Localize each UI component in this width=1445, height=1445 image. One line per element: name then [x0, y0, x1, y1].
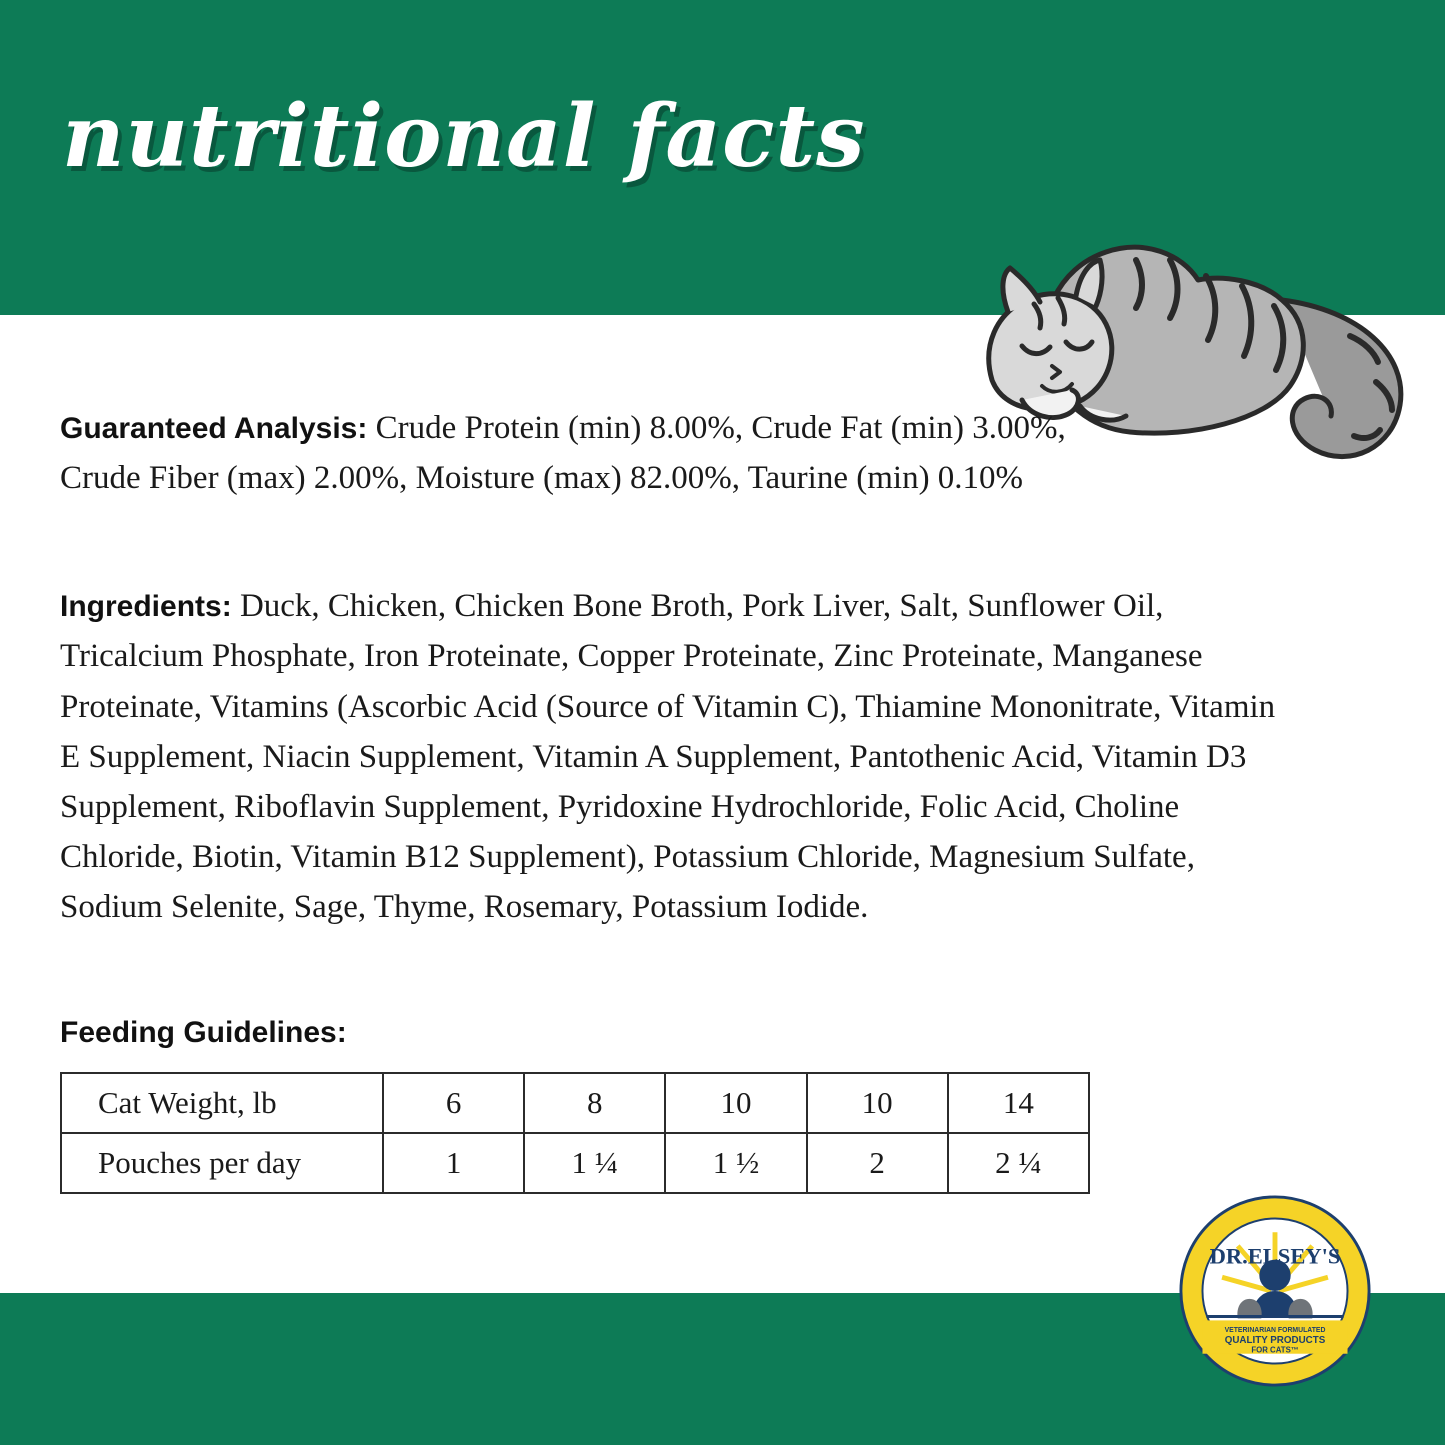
- table-row: [61, 1073, 1089, 1133]
- content-area: [0, 315, 1445, 1194]
- cell-pouches-2: 1 ¼: [524, 1133, 665, 1193]
- cell-weight-3: 10: [665, 1073, 806, 1133]
- brand-logo: [1177, 1193, 1373, 1389]
- guaranteed-analysis-text: Crude Protein (min) 8.00%, Crude Fat (min) 3.00%, Crude Fiber (max) 2.00%, Moisture (max) 82.00%, Taurine (min) 0.10%: [60, 410, 1066, 497]
- ingredients-text: Duck, Chicken, Chicken Bone Broth, Pork Liver, Salt, Sunflower Oil, Tricalcium Phosphate, Iron Proteinate, Copper Proteinate, Zinc Proteinate, Manganese Proteinate, Vitamins (Ascorbic Acid (Source of Vitamin C), Thiamine Mononitrate, Vitamin E Supplement, Niacin Supplement, Vitamin A Supplement, Pantothenic Acid, Vitamin D3 Supplement, Riboflavin Supplement, Pyridoxine Hydrochloride, Folic Acid, Choline Chloride, Biotin, Vitamin B12 Supplement), Potassium Chloride, Magnesium Sulfate, Sodium Selenite, Sage, Thyme, Rosemary, Potassium Iodide.: [60, 588, 1276, 926]
- feeding-guidelines-heading: Feeding Guidelines:: [60, 1016, 347, 1050]
- cell-pouches-4: 2: [807, 1133, 948, 1193]
- guaranteed-analysis-paragraph: [0, 403, 1200, 503]
- logo-tagline-3: FOR CATS™: [1251, 1345, 1299, 1355]
- row-header-cat-weight: Cat Weight, lb: [61, 1073, 383, 1133]
- table-row: [61, 1133, 1089, 1193]
- cell-weight-4: 10: [807, 1073, 948, 1133]
- feeding-section: [0, 1016, 1445, 1194]
- row-header-pouches-per-day: Pouches per day: [61, 1133, 383, 1193]
- cell-weight-2: 8: [524, 1073, 665, 1133]
- ingredients-label: Ingredients:: [60, 590, 232, 624]
- cell-pouches-5: 2 ¼: [948, 1133, 1089, 1193]
- cell-pouches-3: 1 ½: [665, 1133, 806, 1193]
- guaranteed-analysis-label: Guaranteed Analysis:: [60, 412, 368, 445]
- feeding-guidelines-table: [60, 1072, 1090, 1194]
- cell-weight-5: 14: [948, 1073, 1089, 1133]
- cell-weight-1: 6: [383, 1073, 524, 1133]
- logo-brand-text: DR.ELSEY'S: [1209, 1243, 1341, 1269]
- ingredients-paragraph: [0, 581, 1345, 932]
- logo-tagline-2: QUALITY PRODUCTS: [1224, 1334, 1326, 1346]
- page-title: nutritional facts: [62, 86, 866, 187]
- logo-tagline-1: VETERINARIAN FORMULATED: [1224, 1327, 1326, 1335]
- cell-pouches-1: 1: [383, 1133, 524, 1193]
